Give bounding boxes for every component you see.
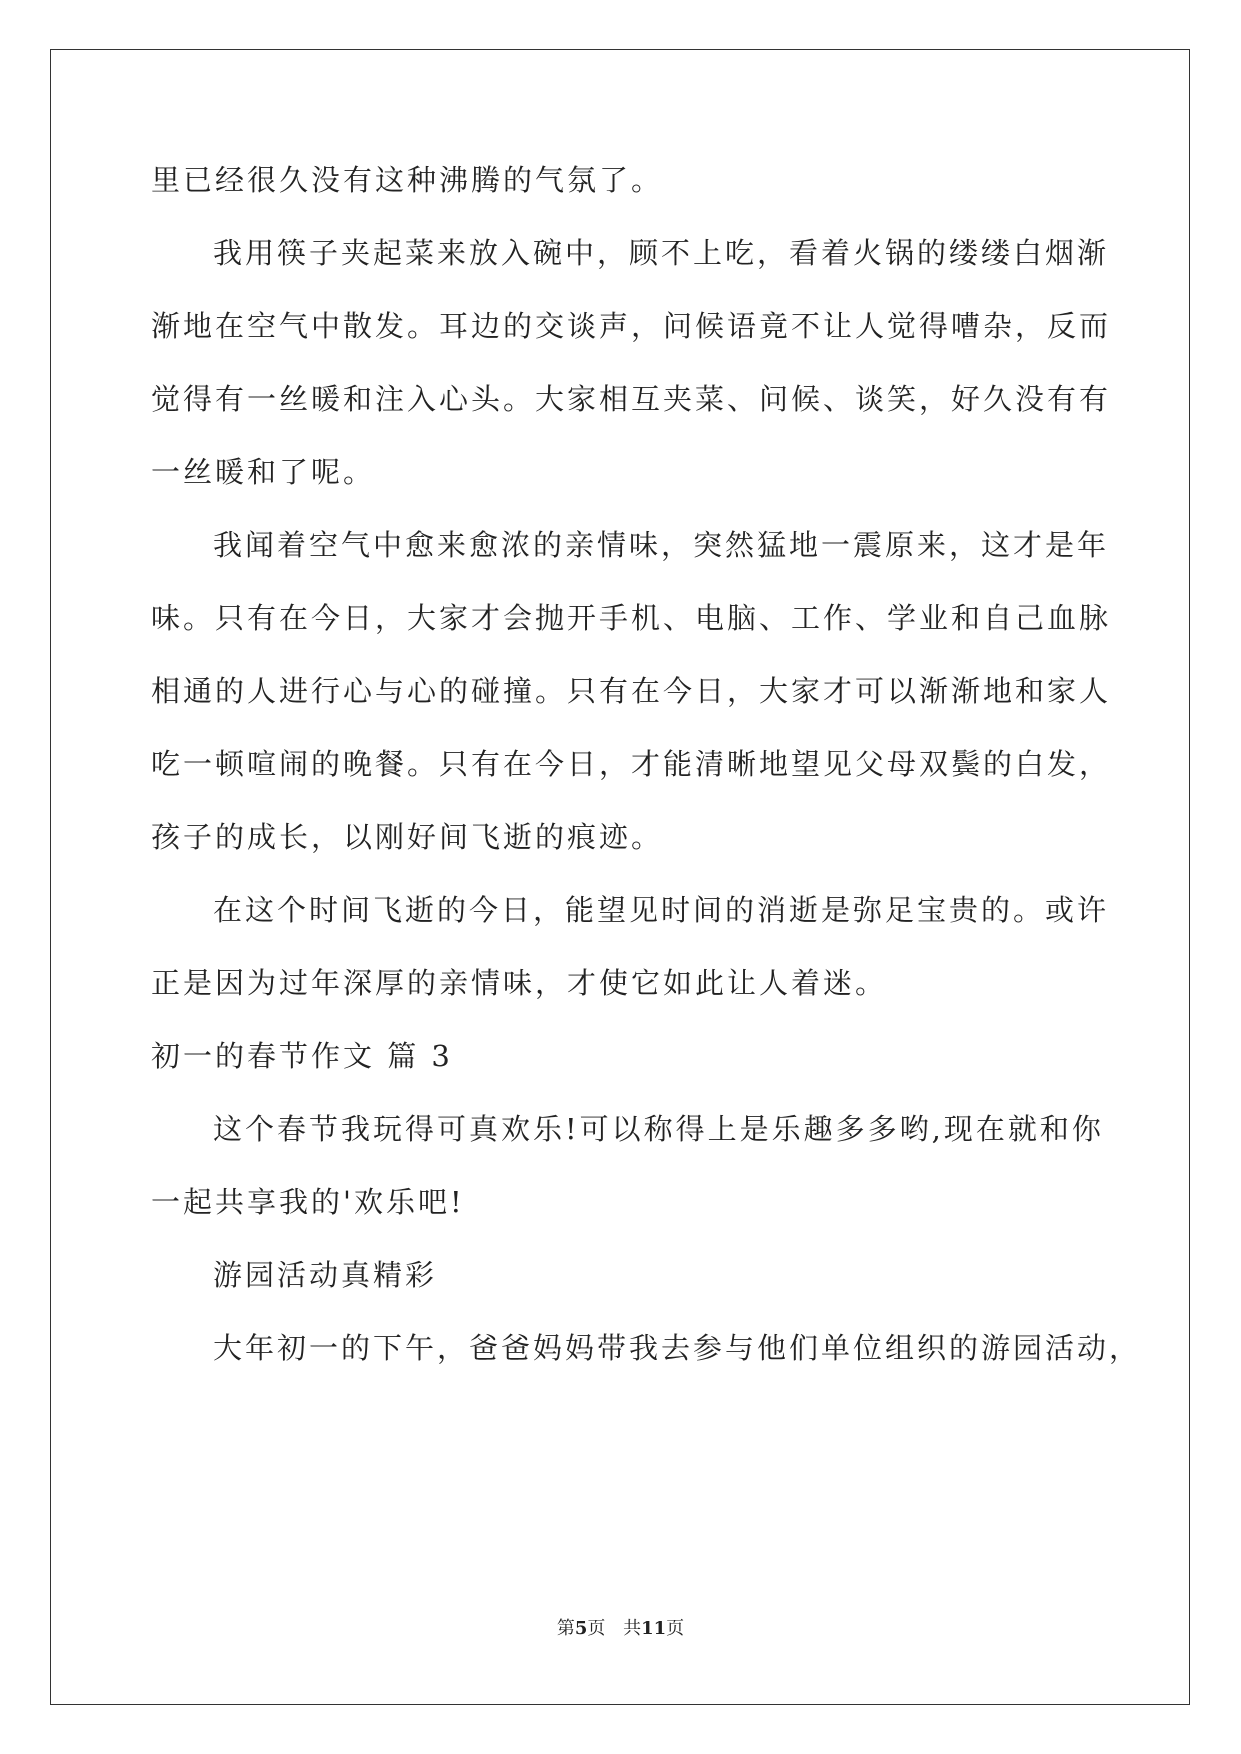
subheading: 游园活动真精彩 — [213, 1258, 438, 1292]
text-line: 里已经很久没有这种沸腾的气氛了。 — [151, 163, 664, 197]
text-line: 我用筷子夹起菜来放入碗中，顾不上吃，看着火锅的缕缕白烟渐 — [213, 236, 1110, 270]
page-number: 第5页 — [556, 1618, 606, 1639]
text-line: 一丝暖和了呢。 — [151, 455, 376, 489]
text-line: 味。只有在今日，大家才会抛开手机、电脑、工作、学业和自己血脉 — [151, 601, 1112, 635]
text-line: 在这个时间飞逝的今日，能望见时间的消逝是弥足宝贵的。或许 — [213, 893, 1110, 927]
page-footer — [0, 1617, 1241, 1641]
text-line: 这个春节我玩得可真欢乐!可以称得上是乐趣多多哟,现在就和你 — [213, 1112, 1104, 1146]
text-line: 渐地在空气中散发。耳边的交谈声，问候语竟不让人觉得嘈杂，反而 — [151, 309, 1112, 343]
text-line: 大年初一的下午，爸爸妈妈带我去参与他们单位组织的游园活动， — [213, 1331, 1142, 1365]
text-line: 吃一顿喧闹的晚餐。只有在今日，才能清晰地望见父母双鬓的白发， — [151, 747, 1112, 781]
text-line: 觉得有一丝暖和注入心头。大家相互夹菜、问候、谈笑，好久没有有 — [151, 382, 1112, 416]
section-heading: 初一的春节作文 篇 3 — [151, 1039, 453, 1073]
page-total: 共11页 — [623, 1618, 685, 1639]
text-line: 孩子的成长，以刚好间飞逝的痕迹。 — [151, 820, 664, 854]
page-border — [50, 49, 1190, 1705]
text-line: 我闻着空气中愈来愈浓的亲情味，突然猛地一震原来，这才是年 — [213, 528, 1110, 562]
text-line: 一起共享我的'欢乐吧! — [151, 1185, 465, 1219]
text-line: 正是因为过年深厚的亲情味，才使它如此让人着迷。 — [151, 966, 888, 1000]
text-line: 相通的人进行心与心的碰撞。只有在今日，大家才可以渐渐地和家人 — [151, 674, 1112, 708]
